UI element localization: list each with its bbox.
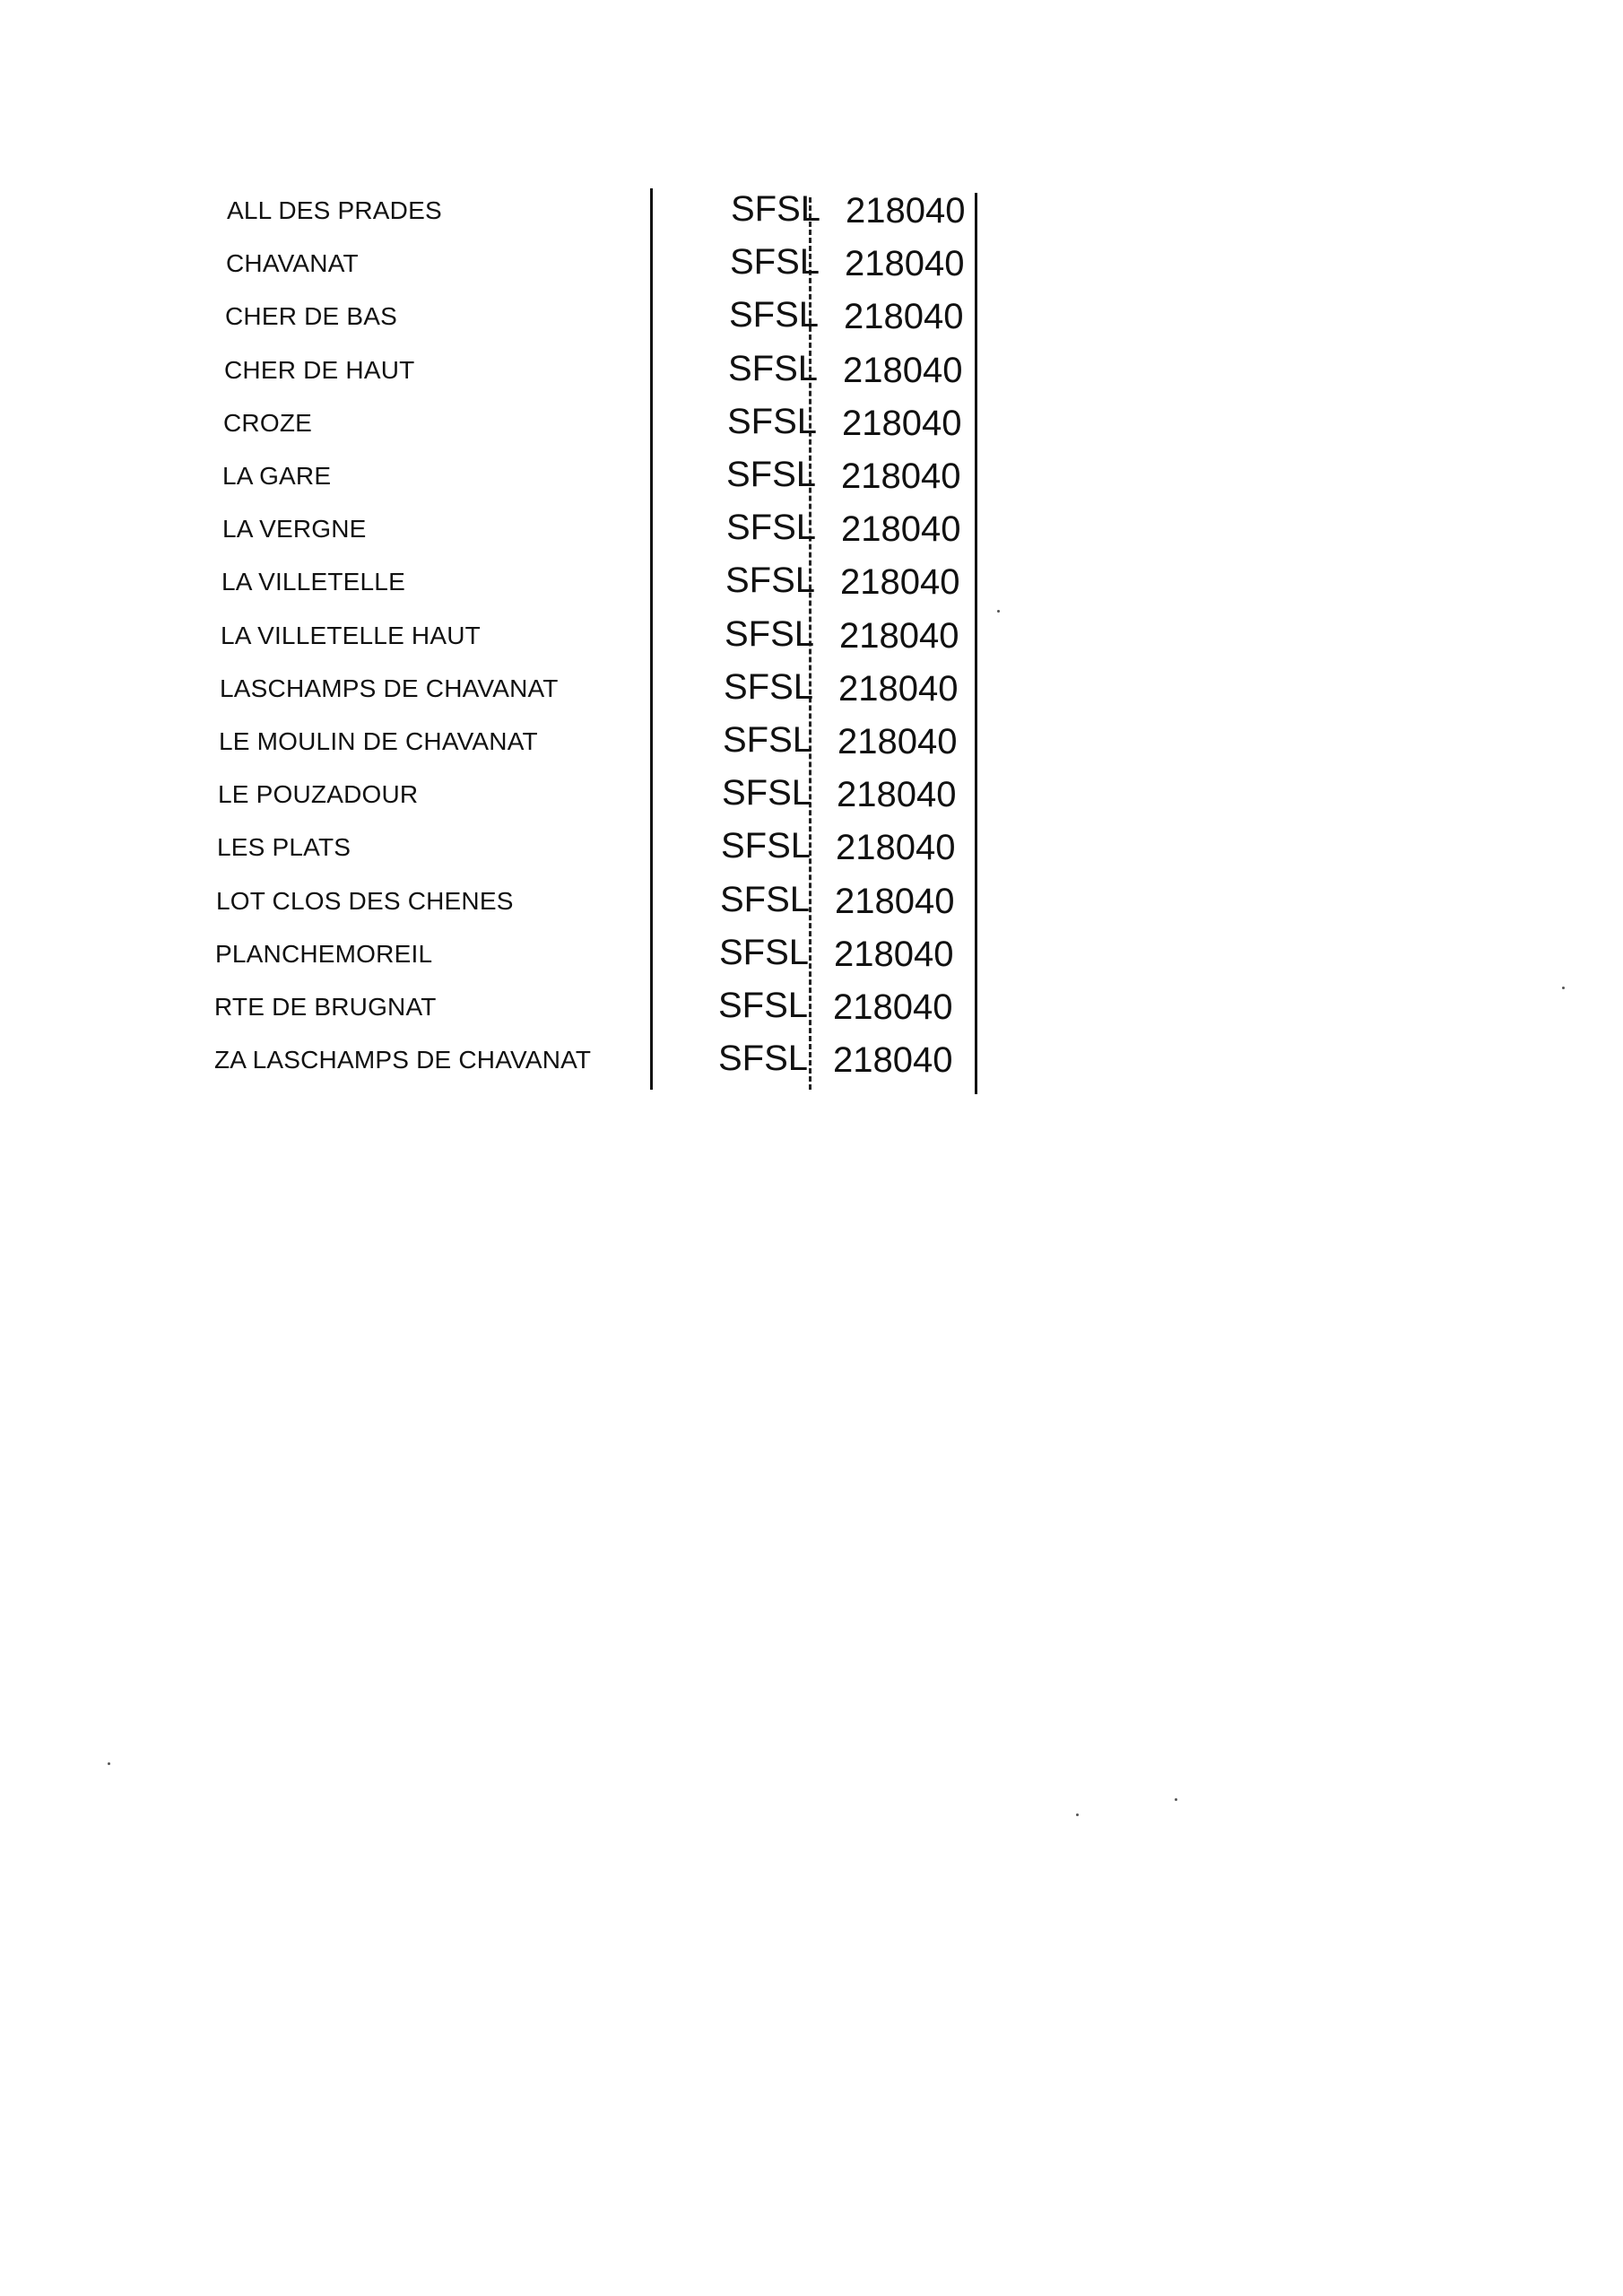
code-number: 218040 (838, 668, 959, 709)
table-row (199, 927, 988, 980)
code-prefix: SFSL (718, 1039, 809, 1079)
table-row (204, 662, 993, 715)
code-number: 218040 (838, 722, 958, 761)
table-row (201, 821, 990, 874)
street-name: PLANCHEMOREIL (215, 939, 433, 968)
street-name: CHER DE BAS (225, 302, 398, 331)
scan-speck (997, 610, 1000, 613)
code-prefix: SFSL (720, 879, 811, 919)
code-prefix: SFSL (721, 826, 812, 866)
code-number: 218040 (844, 297, 964, 337)
code-number: 218040 (834, 934, 954, 974)
street-name: LOT CLOS DES CHENES (216, 886, 514, 915)
code-number: 218040 (837, 775, 957, 815)
table-row (204, 609, 994, 662)
code-prefix: SFSL (727, 401, 818, 441)
code-number: 218040 (842, 403, 962, 443)
code-number: 218040 (835, 881, 955, 921)
table-row (203, 715, 992, 768)
code-prefix: SFSL (730, 242, 820, 283)
street-name: ZA LASCHAMPS DE CHAVANAT (214, 1046, 592, 1074)
street-name: RTE DE BRUGNAT (214, 993, 437, 1021)
code-prefix: SFSL (722, 773, 812, 813)
code-number: 218040 (833, 987, 953, 1027)
code-prefix: SFSL (725, 561, 816, 601)
code-prefix: SFSL (724, 666, 814, 707)
table-row (206, 502, 995, 555)
code-number: 218040 (840, 562, 960, 603)
code-prefix: SFSL (728, 348, 819, 388)
scan-speck (1562, 987, 1565, 989)
table-row (209, 290, 998, 343)
code-number: 218040 (846, 191, 966, 230)
table-row (210, 237, 999, 290)
table-row (207, 396, 996, 449)
street-name: CHER DE HAUT (224, 355, 415, 384)
code-number: 218040 (833, 1040, 953, 1081)
table-row (198, 980, 987, 1033)
code-prefix: SFSL (729, 295, 820, 335)
street-name: LASCHAMPS DE CHAVANAT (220, 674, 559, 702)
table-row (200, 874, 989, 927)
table-row (211, 184, 1000, 237)
code-number: 218040 (841, 457, 961, 496)
code-prefix: SFSL (731, 189, 821, 229)
code-number: 218040 (841, 509, 961, 550)
street-name: ALL DES PRADES (227, 196, 442, 224)
street-code-table (211, 184, 1000, 1094)
scan-speck (108, 1762, 110, 1765)
table-row (208, 344, 997, 396)
street-name: LA VILLETELLE HAUT (221, 621, 481, 649)
code-number: 218040 (845, 244, 965, 284)
code-prefix: SFSL (726, 508, 817, 548)
scan-speck (1076, 1813, 1079, 1816)
street-name: CROZE (223, 408, 312, 437)
table-row (205, 555, 994, 608)
code-prefix: SFSL (719, 932, 810, 972)
code-prefix: SFSL (725, 613, 815, 654)
street-name: LA GARE (222, 462, 332, 490)
street-name: LA VILLETELLE (221, 568, 405, 596)
table-row (202, 768, 991, 821)
code-number: 218040 (843, 350, 963, 390)
code-number: 218040 (836, 828, 956, 868)
code-prefix: SFSL (718, 986, 809, 1025)
street-name: LES PLATS (217, 833, 352, 862)
code-number: 218040 (839, 615, 959, 656)
table-row (206, 449, 995, 502)
scan-speck (1175, 1798, 1177, 1801)
street-name: CHAVANAT (226, 249, 359, 278)
street-name: LE POUZADOUR (218, 780, 419, 809)
street-name: LA VERGNE (222, 515, 367, 544)
code-prefix: SFSL (723, 720, 813, 760)
street-name: LE MOULIN DE CHAVANAT (219, 727, 538, 755)
code-prefix: SFSL (726, 455, 817, 494)
table-row (198, 1033, 987, 1086)
